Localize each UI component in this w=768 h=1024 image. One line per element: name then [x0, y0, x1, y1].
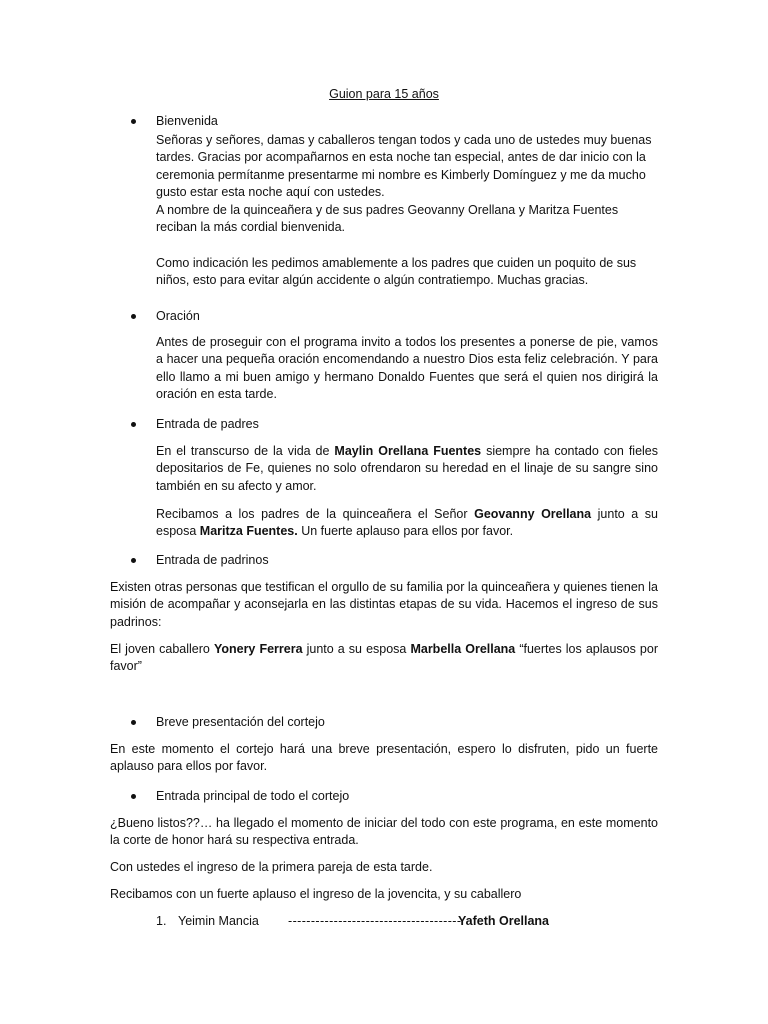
list-item-number: 1. [156, 914, 167, 928]
list-item-gentleman: Yafeth Orellana [458, 914, 550, 928]
bullet-icon [131, 558, 136, 563]
heading-presentacion: Breve presentación del cortejo [156, 715, 325, 729]
list-item-dashes: -------------------------------------- [288, 914, 462, 928]
bullet-oracion [156, 308, 656, 325]
bienvenida-paragraph-1: Señoras y señores, damas y caballeros tengan todos y cada uno de ustedes muy buenas tardes. Gracias por acompañarnos en esta noche tan especial, antes de dar inicio con la ceremonia permítanme presentarme mi nombre es Kimberly Domínguez y me da mucho gusto estar esta noche aquí con ustedes. [156, 133, 652, 200]
bienvenida-paragraph-2: A nombre de la quinceañera y de sus padres Geovanny Orellana y Maritza Fuentes reciban la más cordial bienvenida. [156, 203, 619, 235]
mother-name: Maritza Fuentes. [199, 524, 298, 539]
cortejo-paragraph-2: Con ustedes el ingreso de la primera pareja de esta tarde. [110, 860, 433, 874]
bullet-icon [131, 794, 136, 799]
heading-oracion: Oración [156, 309, 200, 323]
father-name: Geovanny Orellana [474, 507, 592, 521]
document-title: Guion para 15 años [329, 87, 439, 101]
bullet-padres [156, 416, 656, 433]
bullet-icon [131, 314, 136, 319]
bullet-icon [131, 119, 136, 124]
heading-padrinos: Entrada de padrinos [156, 553, 269, 567]
padres-paragraph-1: En el transcurso de la vida de Maylin Orellana Fuentes siempre ha contado con fieles depositarios de Fe, quienes no solo ofrendaron su heredad en el linaje de su sangre sino también en su afecto y amor. [156, 444, 659, 493]
bullet-cortejo [156, 788, 656, 805]
bullet-padrinos [156, 552, 656, 569]
godfather-name: Yonery Ferrera [213, 642, 303, 656]
padrinos-paragraph-2: El joven caballero Yonery Ferrera junto a su esposa Marbella Orellana “fuertes los aplausos por favor” [110, 642, 658, 674]
heading-bienvenida: Bienvenida [156, 114, 218, 128]
cortejo-paragraph-1: ¿Bueno listos??… ha llegado el momento de iniciar del todo con este programa, en este momento la corte de honor hará su respectiva entrada. [110, 816, 658, 848]
bienvenida-paragraph-3: Como indicación les pedimos amablemente a los padres que cuiden un poquito de sus niños, esto para evitar algún accidente o algún contratiempo. Muchas gracias. [156, 256, 637, 288]
list-item-lady: Yeimin Mancia [178, 914, 259, 928]
heading-cortejo: Entrada principal de todo el cortejo [156, 789, 350, 803]
quinceanera-name: Maylin Orellana Fuentes [334, 444, 482, 458]
padres-paragraph-2: Recibamos a los padres de la quinceañera el Señor Geovanny Orellana junto a su esposa Maritza Fuentes. Un fuerte aplauso para ellos por favor. [156, 507, 658, 539]
bullet-presentacion [156, 714, 656, 731]
godmother-name: Marbella Orellana [410, 642, 516, 656]
padrinos-paragraph-1: Existen otras personas que testifican el orgullo de su familia por la quinceañera y quienes tienen la misión de acompañar y aconsejarla en las distintas etapas de su vida. Hacemos el ingreso de sus padrinos: [110, 580, 658, 629]
heading-padres: Entrada de padres [156, 417, 259, 431]
oracion-paragraph: Antes de proseguir con el programa invito a todos los presentes a ponerse de pie, vamos a hacer una pequeña oración encomendando a nuestro Dios esta feliz celebración. Y para ello llamo a mi buen amigo y hermano Donaldo Fuentes que será el quien nos dirigirá la oración en esta tarde. [156, 335, 658, 402]
cortejo-paragraph-3: Recibamos con un fuerte aplauso el ingreso de la jovencita, y su caballero [110, 887, 522, 901]
presentacion-paragraph: En este momento el cortejo hará una breve presentación, espero lo disfruten, pido un fuerte aplauso para ellos por favor. [110, 742, 658, 774]
bullet-icon [131, 720, 136, 725]
bullet-icon [131, 422, 136, 427]
list-item [0, 913, 768, 931]
bullet-bienvenida [156, 113, 656, 130]
